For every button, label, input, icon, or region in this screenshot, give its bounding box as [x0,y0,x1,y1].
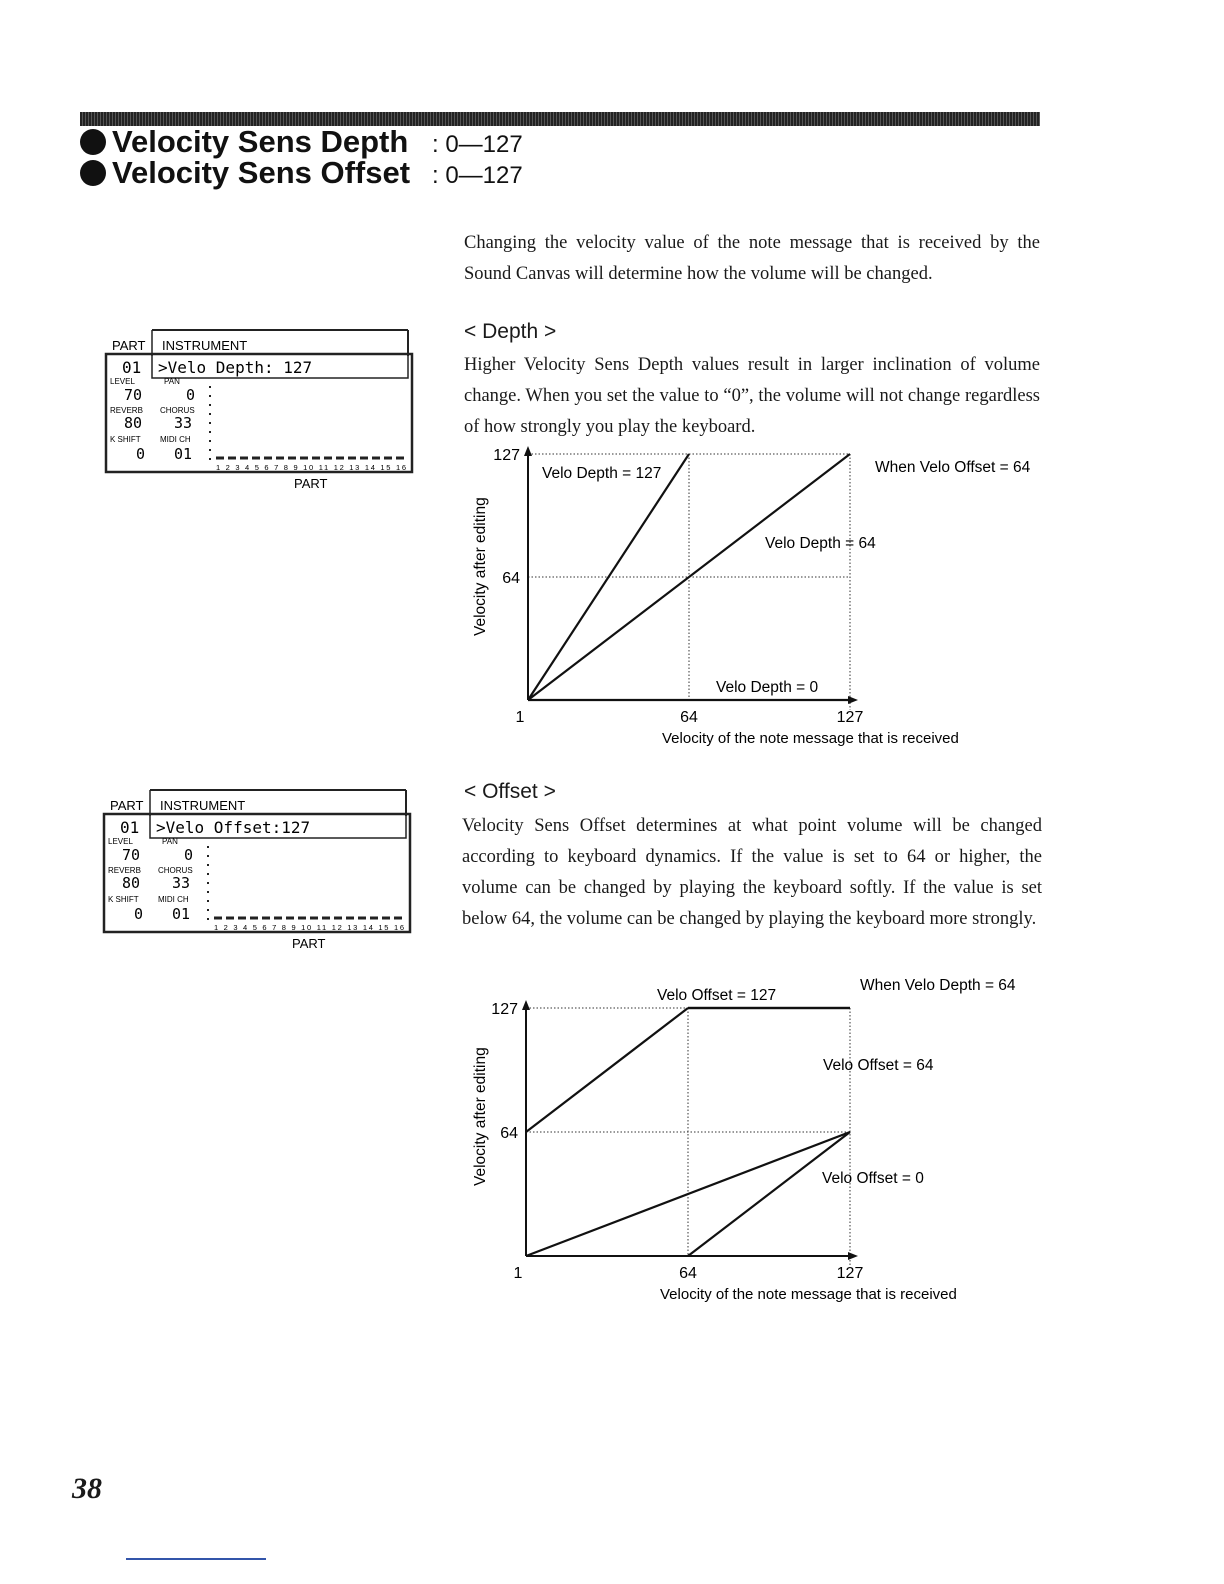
series-line-4 [688,1132,850,1256]
x-tick-label: 1 [513,1265,523,1282]
y-axis-arrow-icon [524,446,532,456]
series-label-depth-64: Velo Depth = 64 [765,535,876,552]
lcd-chorus-label: CHORUS [158,866,193,875]
lcd-instrument-label: INSTRUMENT [160,798,246,813]
x-axis-label: Velocity of the note message that is received [660,1286,957,1303]
page-number: 38 [72,1472,102,1505]
series-label-offset-0: Velo Offset = 0 [822,1170,924,1187]
y-tick-label: 64 [502,570,520,587]
lcd-reverb-label: REVERB [110,406,143,415]
y-axis-label: Velocity after editing [472,497,489,636]
lcd-reverb-value: 80 [122,874,141,892]
heading-velocity-sens-depth: Velocity Sens Depth : 0—127 [80,124,523,160]
lcd-parameter-display: >Velo Offset:127 [156,818,311,837]
x-tick-label: 1 [515,709,525,726]
lcd-parameter-display: >Velo Depth: 127 [158,358,313,377]
lcd-midich-label: MIDI CH [160,435,191,444]
series-label-depth-0: Velo Depth = 0 [716,679,819,696]
chart-velo-depth [460,446,1050,756]
lcd-part-number: 01 [120,818,140,837]
lcd-kshift-label: K SHIFT [108,895,139,904]
series-label-depth-127: Velo Depth = 127 [542,465,662,482]
y-axis-label: Velocity after editing [472,1047,489,1186]
lcd-part-label: PART [112,338,146,353]
lcd-kshift-value: 0 [136,445,146,463]
lcd-kshift-label: K SHIFT [110,435,141,444]
y-axis-arrow-icon [522,1000,530,1010]
lcd-kshift-value: 0 [134,905,144,923]
y-tick-label: 127 [493,447,520,464]
lcd-midich-value: 01 [174,445,193,463]
lcd-chorus-value: 33 [174,414,193,432]
lcd-reverb-label: REVERB [108,866,141,875]
series-line-1 [526,1008,688,1132]
lcd-part-number: 01 [122,358,142,377]
lcd-pan-label: PAN [162,837,178,846]
series-label-offset-127: Velo Offset = 127 [657,987,777,1004]
x-tick-label: 127 [836,709,864,726]
lcd-pan-label: PAN [164,377,180,386]
lcd-display-offset [102,786,414,954]
lcd-level-value: 70 [124,386,143,404]
depth-heading: < Depth > [464,320,557,343]
lcd-pan-value: 0 [184,846,194,864]
lcd-part-numbers: 1 2 3 4 5 6 7 8 9 10 11 12 13 14 15 16 [216,463,406,472]
x-tick-label: 64 [680,709,698,726]
lcd-chorus-label: CHORUS [160,406,195,415]
x-tick-label: 64 [679,1265,697,1282]
chart-title: When Velo Offset = 64 [875,459,1031,476]
lcd-level-label: LEVEL [108,837,133,846]
lcd-part-label: PART [110,798,144,813]
lcd-midich-label: MIDI CH [158,895,189,904]
lcd-instrument-label: INSTRUMENT [162,338,248,353]
lcd-reverb-value: 80 [124,414,143,432]
x-axis-arrow-icon [848,696,858,704]
intro-paragraph: Changing the velocity value of the note message that is received by the Sound Canvas will determine how the volume will be changed. [464,233,1040,284]
lcd-pan-value: 0 [186,386,196,404]
chart-title: When Velo Depth = 64 [860,977,1016,994]
lcd-bottom-part-label: PART [294,476,328,491]
x-axis-arrow-icon [848,1252,858,1260]
heading-velocity-sens-offset: Velocity Sens Offset : 0—127 [80,155,523,191]
lcd-level-label: LEVEL [110,377,135,386]
lcd-bottom-part-label: PART [292,936,326,951]
lcd-level-value: 70 [122,846,141,864]
chart-velo-offset [460,970,1050,1310]
lcd-midich-value: 01 [172,905,191,923]
x-axis-label: Velocity of the note message that is received [662,730,959,747]
offset-heading: < Offset > [464,780,556,803]
bullet-icon [80,160,106,186]
offset-paragraph: Velocity Sens Offset determines at what point volume will be changed according to keyboard dynamics. If the value is set to 64 or higher, the volume can be changed by playing the keyboard softly. If the value is set below 64, the volume can be changed by playing the keyboard more strongly. [462,816,1042,929]
lcd-display-depth [104,326,416,494]
footer-rule [126,1558,266,1560]
lcd-chorus-value: 33 [172,874,191,892]
depth-paragraph: Higher Velocity Sens Depth values result in larger inclination of volume change. When you set the value to “0”, the volume will not change regardless of how strongly you play the keyboard. [464,355,1040,437]
y-tick-label: 64 [500,1125,518,1142]
x-tick-label: 127 [836,1265,864,1282]
y-tick-label: 127 [491,1001,518,1018]
series-line-3 [526,1132,850,1256]
bullet-icon [80,129,106,155]
series-label-offset-64: Velo Offset = 64 [823,1057,934,1074]
lcd-part-numbers: 1 2 3 4 5 6 7 8 9 10 11 12 13 14 15 16 [214,923,404,932]
